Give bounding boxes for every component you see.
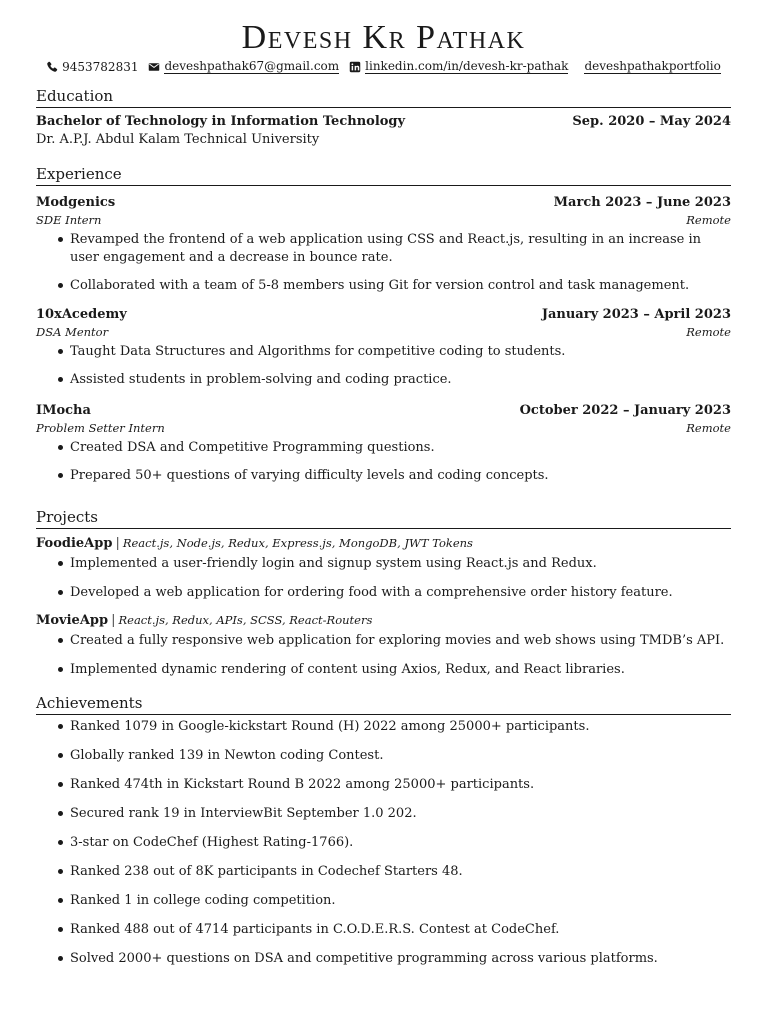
job-dates: March 2023 – June 2023 <box>553 195 731 210</box>
phone-icon <box>46 61 58 73</box>
achievement-item: 3-star on CodeChef (Highest Rating-1766). <box>56 834 731 852</box>
job-location: Remote <box>686 213 731 227</box>
section-title-achievements: Achievements <box>36 694 731 715</box>
job-subheader <box>36 212 731 229</box>
achievement-item: Ranked 474th in Kickstart Round B 2022 among 25000+ participants. <box>56 776 731 794</box>
linkedin-link[interactable]: linkedin.com/in/devesh-kr-pathak <box>365 59 569 73</box>
job-subheader <box>36 420 731 437</box>
bullet-item: Implemented dynamic rendering of content using Axios, Redux, and React libraries. <box>56 661 731 679</box>
education-row <box>36 113 731 131</box>
bullet-item: Created a fully responsive web application for exploring movies and web shows using TMDB’s API. <box>56 632 731 650</box>
achievement-item: Solved 2000+ questions on DSA and competitive programming across various platforms. <box>56 950 731 968</box>
achievement-item: Ranked 1079 in Google-kickstart Round (H) 2022 among 25000+ participants. <box>56 718 731 736</box>
job-entry <box>36 402 731 485</box>
experience-section <box>36 165 731 485</box>
achievements-section <box>36 694 731 968</box>
job-location: Remote <box>686 324 731 339</box>
linkedin-icon <box>349 61 361 73</box>
bullet-item: Taught Data Structures and Algorithms for competitive coding to students. <box>56 343 731 361</box>
job-bullets <box>36 343 731 389</box>
project-tech: React.js, Node.js, Redux, Express.js, MongoDB, JWT Tokens <box>122 536 473 550</box>
job-dates: January 2023 – April 2023 <box>541 306 731 322</box>
project-header: FoodieApp | React.js, Node.js, Redux, Express.js, MongoDB, JWT Tokens <box>36 536 473 551</box>
job-role: SDE Intern <box>36 213 102 227</box>
job-company: 10xAcedemy <box>36 306 127 322</box>
project-bullets <box>36 555 731 601</box>
portfolio-link[interactable]: deveshpathakportfolio <box>584 59 721 73</box>
job-bullets <box>36 439 731 485</box>
project-entry <box>36 534 731 601</box>
project-header: MovieApp | React.js, Redux, APIs, SCSS, React-Routers <box>36 613 373 628</box>
achievements-list <box>36 718 731 968</box>
bullet-item: Created DSA and Competitive Programming questions. <box>56 439 731 457</box>
job-role: DSA Mentor <box>36 324 109 339</box>
degree: Bachelor of Technology in Information Technology <box>36 114 406 129</box>
job-company: Modgenics <box>36 195 116 210</box>
section-title-projects: Projects <box>36 508 731 529</box>
project-tech: React.js, Redux, APIs, SCSS, React-Routers <box>118 613 373 627</box>
job-entry <box>36 306 731 389</box>
section-title-education: Education <box>36 87 731 108</box>
job-header <box>36 194 731 212</box>
contact-row <box>36 58 731 76</box>
school: Dr. A.P.J. Abdul Kalam Technical University <box>36 132 320 147</box>
job-header <box>36 402 731 420</box>
job-entry <box>36 194 731 295</box>
achievement-item: Ranked 488 out of 4714 participants in C.O.D.E.R.S. Contest at CodeChef. <box>56 921 731 939</box>
job-subheader <box>36 324 731 341</box>
achievement-item: Globally ranked 139 in Newton coding Contest. <box>56 747 731 765</box>
section-title-experience: Experience <box>36 165 731 186</box>
contact-linkedin[interactable] <box>349 60 568 74</box>
email-link[interactable]: deveshpathak67@gmail.com <box>164 59 340 73</box>
job-role: Problem Setter Intern <box>36 420 165 435</box>
achievement-item: Ranked 238 out of 8K participants in Codechef Starters 48. <box>56 863 731 881</box>
bullet-item: Assisted students in problem-solving and coding practice. <box>56 371 731 389</box>
project-name: FoodieApp <box>36 536 113 551</box>
email-icon <box>148 61 160 73</box>
bullet-item: Developed a web application for ordering food with a comprehensive order history feature. <box>56 584 731 602</box>
project-name: MovieApp <box>36 613 109 628</box>
candidate-name: Devesh Kr Pathak <box>241 19 526 56</box>
education-dates: Sep. 2020 – May 2024 <box>572 114 731 129</box>
projects-section <box>36 508 731 678</box>
resume-page <box>36 18 731 966</box>
achievement-item: Secured rank 19 in InterviewBit September 1.0 202. <box>56 805 731 823</box>
job-company: IMocha <box>36 402 91 418</box>
contact-phone[interactable] <box>46 60 138 74</box>
contact-portfolio[interactable] <box>584 60 720 74</box>
bullet-item: Implemented a user-friendly login and signup system using React.js and Redux. <box>56 555 731 573</box>
job-header <box>36 306 731 324</box>
education-section <box>36 87 731 148</box>
project-bullets <box>36 632 731 678</box>
phone-text: 9453782831 <box>62 60 139 74</box>
bullet-item: Collaborated with a team of 5-8 members using Git for version control and task management. <box>56 277 731 295</box>
job-bullets <box>36 231 731 295</box>
bullet-item: Revamped the frontend of a web application using CSS and React.js, resulting in an increase in user engagement and a decrease in bounce rate. <box>56 231 731 266</box>
achievement-item: Ranked 1 in college coding competition. <box>56 892 731 910</box>
project-entry <box>36 611 731 678</box>
job-location: Remote <box>686 420 731 435</box>
bullet-item: Prepared 50+ questions of varying difficulty levels and coding concepts. <box>56 467 731 485</box>
contact-email[interactable] <box>148 60 339 74</box>
job-dates: October 2022 – January 2023 <box>519 402 731 418</box>
